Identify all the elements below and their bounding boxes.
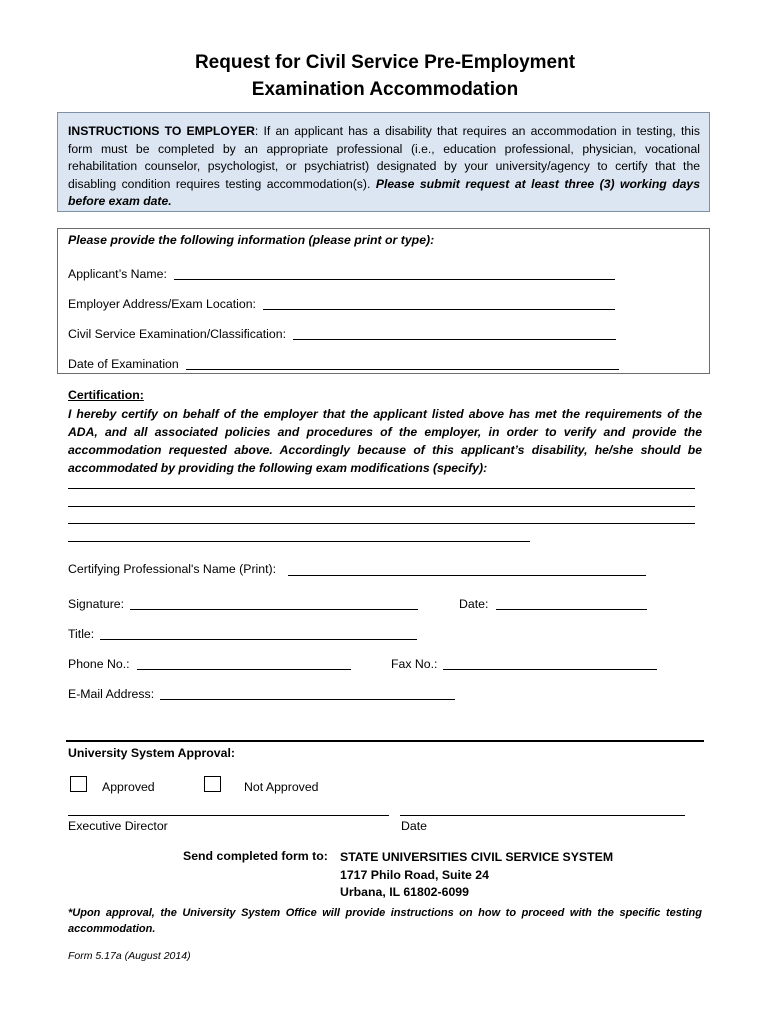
address-line-3: Urbana, IL 61802-6099	[340, 885, 469, 899]
form-id: Form 5.17a (August 2014)	[68, 950, 191, 962]
professional-name-label: Certifying Professional's Name (Print):	[68, 562, 277, 576]
title-line-2: Examination Accommodation	[251, 79, 519, 100]
not-approved-label: Not Approved	[244, 780, 319, 794]
address-line-1: STATE UNIVERSITIES CIVIL SERVICE SYSTEM	[340, 850, 614, 864]
exam-classification-field[interactable]	[293, 339, 616, 340]
address-line-2: 1717 Philo Road, Suite 24	[340, 867, 489, 882]
exam-date-label: Date of Examination	[68, 357, 179, 371]
phone-field[interactable]	[137, 669, 351, 670]
info-prompt: Please provide the following information (please print or type):	[68, 233, 435, 247]
approval-date-field[interactable]	[400, 815, 685, 816]
approval-date-label: Date	[401, 819, 427, 833]
email-label: E-Mail Address:	[68, 687, 155, 701]
modifications-line-2[interactable]	[68, 506, 695, 507]
executive-director-label: Executive Director	[68, 819, 168, 833]
mailing-address	[340, 849, 613, 902]
professional-name-field[interactable]	[288, 575, 646, 576]
exam-classification-label: Civil Service Examination/Classification:	[68, 327, 287, 341]
approval-footnote: *Upon approval, the University System Office will provide instructions on how to proceed with the specific testing accommodation.	[68, 907, 702, 935]
employer-address-field[interactable]	[263, 309, 615, 310]
modifications-line-3[interactable]	[68, 523, 695, 524]
modifications-line-1[interactable]	[68, 488, 695, 489]
approved-checkbox[interactable]	[70, 776, 87, 792]
instructions-body: : If an applicant has a disability that requires an accommodation in testing, this form must be completed by an appropriate professional (i.e., education professional, physician, vocational rehabilitation counselor, psychologist, or psychiatrist) designated by your university/agency to certify that the disabling condition requires testing accommodation(s).	[68, 124, 700, 191]
signature-label: Signature:	[68, 597, 125, 611]
fax-field[interactable]	[443, 669, 657, 670]
instructions-box	[57, 112, 710, 212]
approved-label: Approved	[102, 780, 155, 794]
page-title	[0, 49, 770, 103]
fax-label: Fax No.:	[391, 657, 438, 671]
applicant-name-field[interactable]	[174, 279, 615, 280]
approval-heading: University System Approval:	[68, 746, 235, 760]
email-field[interactable]	[160, 699, 455, 700]
certification-text: I hereby certify on behalf of the employer that the applicant listed above has met the requirements of the ADA, and all associated policies and procedures of the employer, in order to verify and provide the accommodation requested above. Accordingly because of this applicant’s disability, he/she should be accommodated by providing the following exam modifications (specify):	[68, 407, 702, 475]
executive-director-signature-field[interactable]	[68, 815, 389, 816]
send-to-label: Send completed form to:	[183, 849, 328, 863]
instructions-emphasis: Please submit request at least three (3) working days before exam date.	[68, 176, 700, 208]
signature-date-field[interactable]	[496, 609, 647, 610]
signature-field[interactable]	[130, 609, 418, 610]
title-field[interactable]	[100, 639, 417, 640]
modifications-line-4[interactable]	[68, 541, 530, 542]
applicant-name-label: Applicant’s Name:	[68, 267, 167, 281]
approval-divider	[66, 740, 704, 742]
phone-label: Phone No.:	[68, 657, 130, 671]
title-label: Title:	[68, 627, 95, 641]
not-approved-checkbox[interactable]	[204, 776, 221, 792]
title-line-1: Request for Civil Service Pre-Employment	[194, 52, 576, 73]
employer-address-label: Employer Address/Exam Location:	[68, 297, 256, 311]
certification-heading: Certification:	[68, 388, 144, 402]
exam-date-field[interactable]	[186, 369, 619, 370]
signature-date-label: Date:	[459, 597, 489, 611]
instructions-heading: INSTRUCTIONS TO EMPLOYER	[68, 124, 255, 138]
